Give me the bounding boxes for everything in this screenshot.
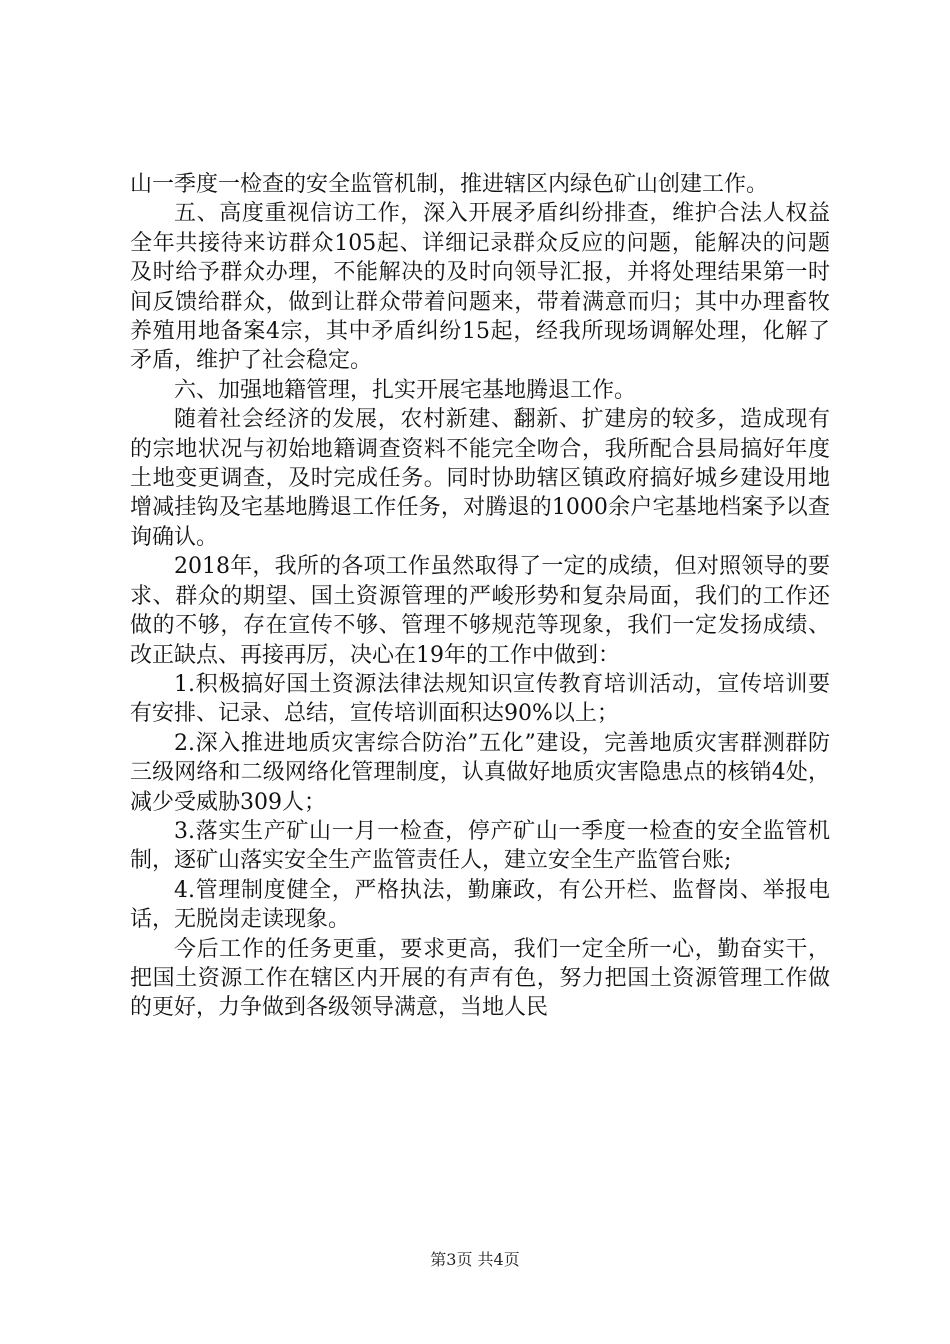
paragraph-summary-2018: 2018年，我所的各项工作虽然取得了一定的成绩，但对照领导的要求、群众的期望、国土资源管理的严峻形势和复杂局面，我们的工作还做的不够，存在宣传不够、管理不够规范等现象，我们一定发扬成绩、改正缺点、再接再厉，决心在19年的工作中做到： xyxy=(130,554,830,668)
document-body xyxy=(130,170,830,1023)
paragraph-item-3: 3.落实生产矿山一月一检查，停产矿山一季度一检查的安全监管机制，逐矿山落实安全生产监管责任人，建立安全生产监管台账; xyxy=(130,818,830,874)
paragraph-item-2: 2.深入推进地质灾害综合防治”五化”建设，完善地质灾害群测群防三级网络和二级网络化管理制度，认真做好地质灾害隐患点的核销4处，减少受威胁309人； xyxy=(130,730,830,815)
paragraph-item-1: 1.积极搞好国土资源法律法规知识宣传教育培训活动，宣传培训要有安排、记录、总结，宣传培训面积达90%以上； xyxy=(130,671,830,727)
paragraph-continuation: 山一季度一检查的安全监管机制，推进辖区内绿色矿山创建工作。 xyxy=(130,172,769,197)
page-number-footer: 第3页 共4页 xyxy=(430,1250,520,1269)
paragraph-item-4: 4.管理制度健全，严格执法，勤廉政，有公开栏、监督岗、举报电话，无脱岗走读现象。 xyxy=(130,877,830,933)
paragraph-closing: 今后工作的任务更重，要求更高，我们一定全所一心，勤奋实干，把国土资源工作在辖区内开展的有声有色，努力把国土资源管理工作做的更好，力争做到各级领导满意，当地人民 xyxy=(130,936,830,1021)
paragraph-cadastral-heading: 六、加强地籍管理，扎实开展宅基地腾退工作。 xyxy=(174,377,637,403)
paragraph-petition-work: 五、高度重视信访工作，深入开展矛盾纠纷排查，维护合法人权益全年共接待来访群众105起、详细记录群众反应的问题，能解决的问题及时给予群众办理，不能解决的及时向领导汇报，并将处理结果第一时间反馈给群众，做到让群众带着问题来，带着满意而归；其中办理畜牧养殖用地备案4宗，其中矛盾纠纷15起，经我所现场调解处理，化解了矛盾，维护了社会稳定。 xyxy=(130,201,830,374)
paragraph-cadastral-detail: 随着社会经济的发展，农村新建、翻新、扩建房的较多，造成现有的宗地状况与初始地籍调查资料不能完全吻合，我所配合县局搞好年度土地变更调查，及时完成任务。同时协助辖区镇政府搞好城乡建设用地增减挂钩及宅基地腾退工作任务，对腾退的1000余户宅基地档案予以查询确认。 xyxy=(130,407,830,550)
